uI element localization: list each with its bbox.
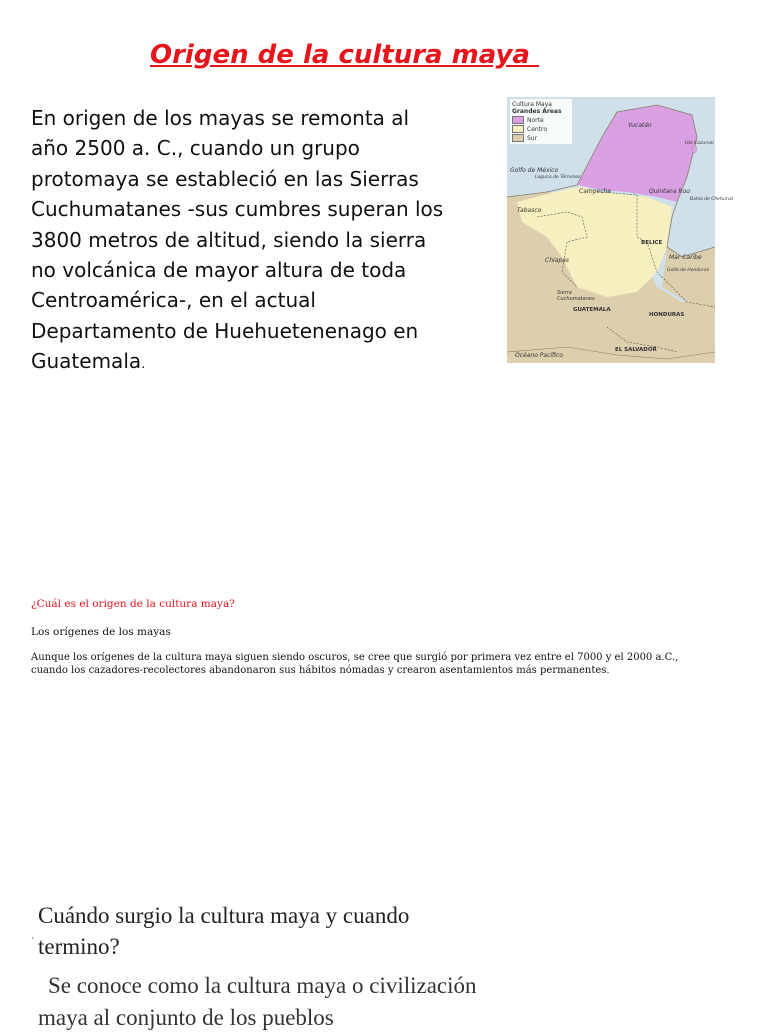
legend-swatch-centro [512, 125, 524, 133]
map-label-yucatan: Yucatán [628, 122, 652, 129]
legend-swatch-sur [512, 134, 524, 142]
map-label-chiapas: Chiapas [545, 257, 569, 264]
map-label-laguna: Laguna de Términos [535, 175, 581, 180]
map-label-sierra: Sierra Cuchumatanes [557, 290, 595, 302]
map-label-bahia: Bahía de Chetumal [690, 197, 733, 202]
map-label-guatemala: GUATEMALA [573, 307, 611, 313]
cozumel-island [692, 145, 697, 153]
legend-swatch-norte [512, 116, 524, 124]
intro-text: En origen de los mayas se remonta al año 2500 a. C., cuando un grupo protomaya se estableció en las Sierras Cuchumatanes -sus cumbres superan los 3800 metros de altitud, siendo la sierra no volcánica de mayor altura de toda Centroamérica-, en el actual Departamento de Huehuetenenago en Guatemala [31, 106, 444, 374]
section-paragraph: Aunque los orígenes de la cultura maya siguen siendo oscuros, se cree que surgió por primera vez entre el 7000 y el 2000 a.C., cuando los cazadores-recolectores abandonaron sus hábitos nómadas y crearon asentamientos más permanentes. [31, 652, 679, 676]
intro-end-dot: . [141, 357, 146, 373]
map-label-mar-caribe: Mar Caribe [669, 254, 702, 261]
legend-title: Cultura Maya [512, 101, 552, 108]
tick-mark: ' [32, 936, 34, 947]
legend-subtitle: Grandes Áreas [512, 108, 562, 115]
legend-label-norte: Norte [527, 116, 544, 124]
maya-areas-map [507, 97, 733, 363]
map-label-quintana: Quintana Roo [649, 188, 690, 195]
bottom-question-text: Cuándo surgio la cultura maya y cuando termino? [38, 903, 410, 959]
section-subheading: Los orígenes de los mayas [31, 626, 171, 638]
page-title: Origen de la cultura maya [150, 40, 540, 70]
legend-label-sur: Sur [527, 134, 538, 142]
legend-item-centro [512, 125, 570, 133]
section-heading: ¿Cuál es el origen de la cultura maya? [31, 598, 235, 610]
map-legend [510, 99, 572, 144]
map-label-belice: BELICE [641, 240, 663, 246]
map-label-isla: Isla Cozumel [685, 141, 714, 146]
map-label-oceano: Océano Pacífico [515, 352, 563, 359]
map-label-golfo-honduras: Golfo de Honduras [667, 268, 709, 273]
bottom-paragraph: Se conoce como la cultura maya o civilización maya al conjunto de los pueblos [38, 973, 477, 1030]
legend-item-sur [512, 134, 570, 142]
legend-item-norte [512, 116, 570, 124]
map-label-el-salvador: EL SALVADOR [615, 347, 657, 353]
intro-paragraph [31, 103, 451, 381]
legend-label-centro: Centro [527, 125, 548, 133]
bottom-question [32, 900, 478, 962]
map-label-golfo: Golfo de México [510, 167, 559, 174]
map-label-tabasco: Tabasco [517, 207, 542, 214]
map-label-honduras: HONDURAS [649, 312, 685, 318]
map-label-campeche: Campeche [579, 188, 612, 195]
